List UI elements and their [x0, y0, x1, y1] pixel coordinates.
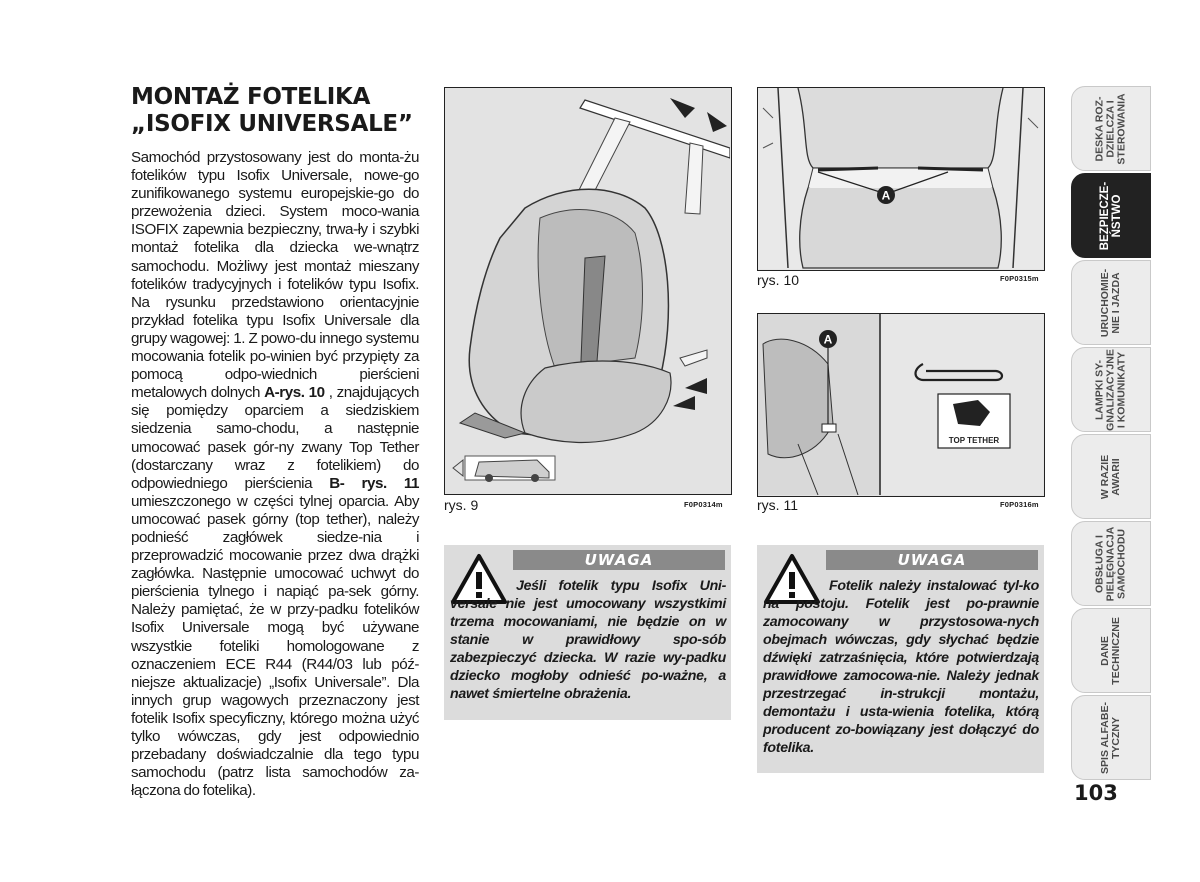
figure-11-top-tether: [757, 313, 1045, 497]
figure-11-code: F0P0316m: [1000, 500, 1039, 509]
marker-a-fig11: A: [823, 332, 833, 347]
top-tether-label: TOP TETHER: [948, 436, 1000, 445]
section-title: [131, 84, 431, 138]
warning-box-1: [444, 545, 731, 720]
section-title-line1: MONTAŻ FOTELIKA: [131, 84, 371, 110]
tab-spis-alfabetyczny[interactable]: SPIS ALFABE- TYCZNY: [1071, 695, 1151, 780]
tab-lampki-sygnalizacyjne[interactable]: LAMPKI SY- GNALIZACYJNE I KOMUNIKATY: [1071, 347, 1151, 432]
warning-title-1: UWAGA: [513, 550, 725, 570]
tab-deska-rozdzielcza[interactable]: DESKA ROZ- DZIELCZA I STEROWANIA: [1071, 86, 1151, 171]
tab-uruchomienie[interactable]: URUCHOMIE- NIE I JAZDA: [1071, 260, 1151, 345]
tab-obsluga[interactable]: OBSŁUGA I PIELĘGNACJA SAMOCHODU: [1071, 521, 1151, 606]
body-text-part3: umieszczonego w części tylnej oparcia. Aby umocować pasek górny (top tether), należy podnieść zagłówek siedze-nia i przeprowadzić mocowanie przez dwa drążki zagłówka. Następnie umocować uchwyt do pierścienia tylnego i napiąć pa-sek górny. Należy pamiętać, że w przy-padku fotelików Isofix Universale mogą być używane wszystkie foteliki homologowane z oznaczeniem ECE R44 (R44/03 lub póź-niejsze aktualizacje) „Isofix Universale”. Dla innych grup wagowych przeznaczony jest fotelik Isofix specyficzny, którego można użyć tylko wówczas, gdy jest odpowiednio przebadany doświadczalnie dla tego typu samochodu (patrz lista samochodów za-łączona do fotelika).: [131, 492, 419, 800]
warning-text-1: Jeśli fotelik typu Isofix Uni-versale nie jest umocowany wszystkimi trzema mocowaniami, nie będzie on w stanie w prawidłowy spo-sób zabezpieczyć dziecka. W razie wy-padku dziecko mogłoby odnieść po-ważne, a nawet śmiertelne obrażenia.: [450, 578, 726, 702]
section-title-line2: „ISOFIX UNIVERSALE”: [131, 111, 413, 137]
figure-9-child-seat: [444, 87, 732, 495]
ref-a-fig10: A-rys. 10: [264, 384, 325, 402]
tab-w-razie-awarii[interactable]: W RAZIE AWARII: [1071, 434, 1151, 519]
seat-anchor-illustration: [758, 88, 1043, 269]
figure-9-code: F0P0314m: [684, 500, 723, 509]
ref-b-fig11: B- rys. 11: [329, 474, 419, 492]
warning-text-2: Fotelik należy instalować tyl-ko na postoju. Fotelik jest po-prawnie zamocowany w przystosowa-nych obejmach wówczas, gdy słychać będzie dźwięki zatrzaśnięcia, które potwierdzają prawidłowe zamocowa-nie. Należy jednak przestrzegać in-strukcji montażu, demontażu i usta-wienia fotelika, którą producent zo-bowiązany jest dołączyć do fotelika.: [763, 578, 1039, 756]
body-text-part1: Samochód przystosowany jest do monta-żu fotelików typu Isofix Universale, nowe-go zunifikowanego systemu europejskie-go do przewożenia dzieci. System moco-wania ISOFIX zapewnia bezpieczny, trwa-ły i szybki montaż fotelika dla dziecka we-wnątrz samochodu. Możliwy jest montaż mieszany fotelików tradycyjnych i fotelików typu Isofix. Na rysunku przedstawiono orientacyjnie przykład fotelika typu Isofix Universale dla grupy wagowej: 1. Z powo-du innego systemu mocowania fotelik po-winien być przypięty za pomocą odpo-wiednich pierścieni metalowych dolnych: [131, 149, 419, 402]
body-paragraph: [131, 149, 419, 800]
tab-dane-techniczne[interactable]: DANE TECHNICZNE: [1071, 608, 1151, 693]
figure-10-code: F0P0315m: [1000, 274, 1039, 283]
figure-10-caption: rys. 10: [757, 272, 800, 288]
page-number: 103: [1074, 781, 1118, 805]
figure-11-caption: rys. 11: [757, 497, 798, 513]
tab-bezpieczenstwo[interactable]: BEZPIECZE- ŃSTWO: [1071, 173, 1151, 258]
warning-box-2: [757, 545, 1044, 773]
body-text-part2: , znajdujących się pomiędzy oparciem a siedziskiem siedzenia samo-chodu, a następnie umocować pasek gór-ny zwany Top Tether (dostarczany wraz z fotelikiem) do odpowiedniego pierścienia: [131, 384, 419, 492]
figure-9-caption: rys. 9: [444, 497, 479, 513]
figure-10-seat-anchors: [757, 87, 1045, 271]
child-seat-illustration: [445, 88, 730, 493]
warning-title-2: UWAGA: [826, 550, 1038, 570]
marker-a-fig10: A: [881, 188, 891, 203]
top-tether-illustration: [758, 314, 1043, 495]
